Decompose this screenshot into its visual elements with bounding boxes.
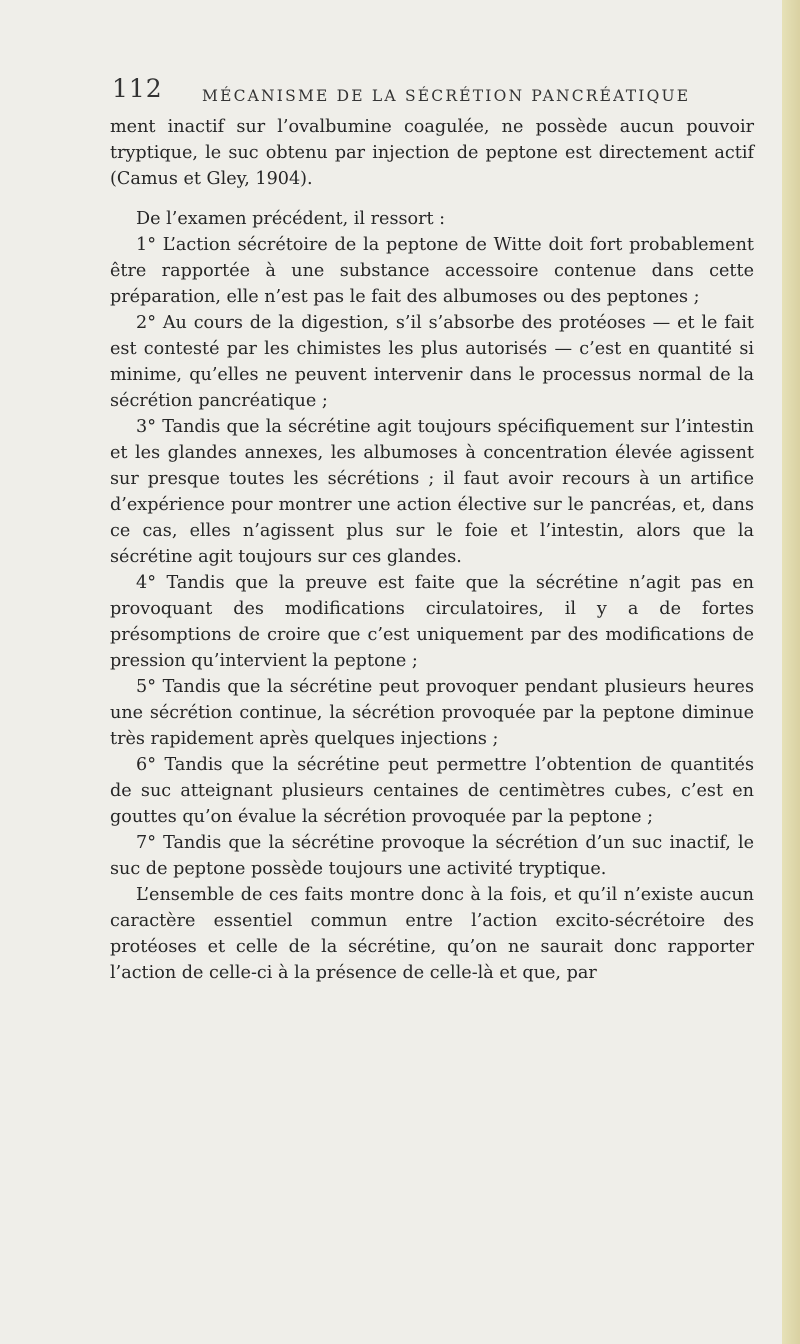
paragraph-point-6: 6° Tandis que la sécrétine peut permettre l’obtention de quantités de suc atteignant plusieurs centaines de centimètres cubes, c’est en gouttes qu’on évalue la sécrétion provoquée par la peptone ;	[110, 755, 754, 827]
page-edge	[782, 0, 800, 1344]
paragraph-point-3: 3° Tandis que la sécrétine agit toujours spécifiquement sur l’intestin et les glandes annexes, les albumoses à concentration élevée agissent sur presque toutes les sécrétions ; il faut avoir recours à un artifice d’expérience pour montrer une action élective sur le pancréas, et, dans ce cas, elles n’agissent plus sur le foie et l’intestin, alors que la sécrétine agit toujours sur ces glandes.	[110, 417, 754, 567]
paragraph-continuation: ment inactif sur l’ovalbumine coagulée, ne possède aucun pouvoir tryptique, le suc obtenu par injection de peptone est directement actif (Camus et Gley, 1904).	[110, 117, 754, 189]
page-header	[112, 74, 752, 114]
paragraph-conclusion: L’ensemble de ces faits montre donc à la fois, et qu’il n’existe aucun caractère essentiel commun entre l’action excito-sécrétoire des protéoses et celle de la sécrétine, qu’on ne saurait donc rapporter l’action de celle-ci à la présence de celle-là et que, par	[110, 885, 754, 983]
running-head: MÉCANISME DE LA SÉCRÉTION PANCRÉATIQUE	[202, 87, 691, 105]
paragraph-intro: De l’examen précédent, il ressort :	[136, 209, 446, 229]
paragraph-gap	[110, 192, 754, 206]
paragraph-point-2: 2° Au cours de la digestion, s’il s’absorbe des protéoses — et le fait est contesté par les chimistes les plus autorisés — c’est en quantité si minime, qu’elles ne peuvent intervenir dans le processus normal de la sécrétion pancréatique ;	[110, 313, 754, 411]
paragraph-point-5: 5° Tandis que la sécrétine peut provoquer pendant plusieurs heures une sécrétion continue, la sécrétion provoquée par la peptone diminue très rapidement après quelques injections ;	[110, 677, 754, 749]
body-text	[110, 114, 754, 986]
paragraph-point-1: 1° L’action sécrétoire de la peptone de Witte doit fort probablement être rapportée à une substance accessoire contenue dans cette préparation, elle n’est pas le fait des albumoses ou des peptones ;	[110, 235, 754, 307]
page-number: 112	[112, 74, 163, 103]
paragraph-point-7: 7° Tandis que la sécrétine provoque la sécrétion d’un suc inactif, le suc de peptone possède toujours une activité tryptique.	[110, 833, 754, 879]
paragraph-point-4: 4° Tandis que la preuve est faite que la sécrétine n’agit pas en provoquant des modifications circulatoires, il y a de fortes présomptions de croire que c’est uniquement par des modifications de pression qu’intervient la peptone ;	[110, 573, 754, 671]
